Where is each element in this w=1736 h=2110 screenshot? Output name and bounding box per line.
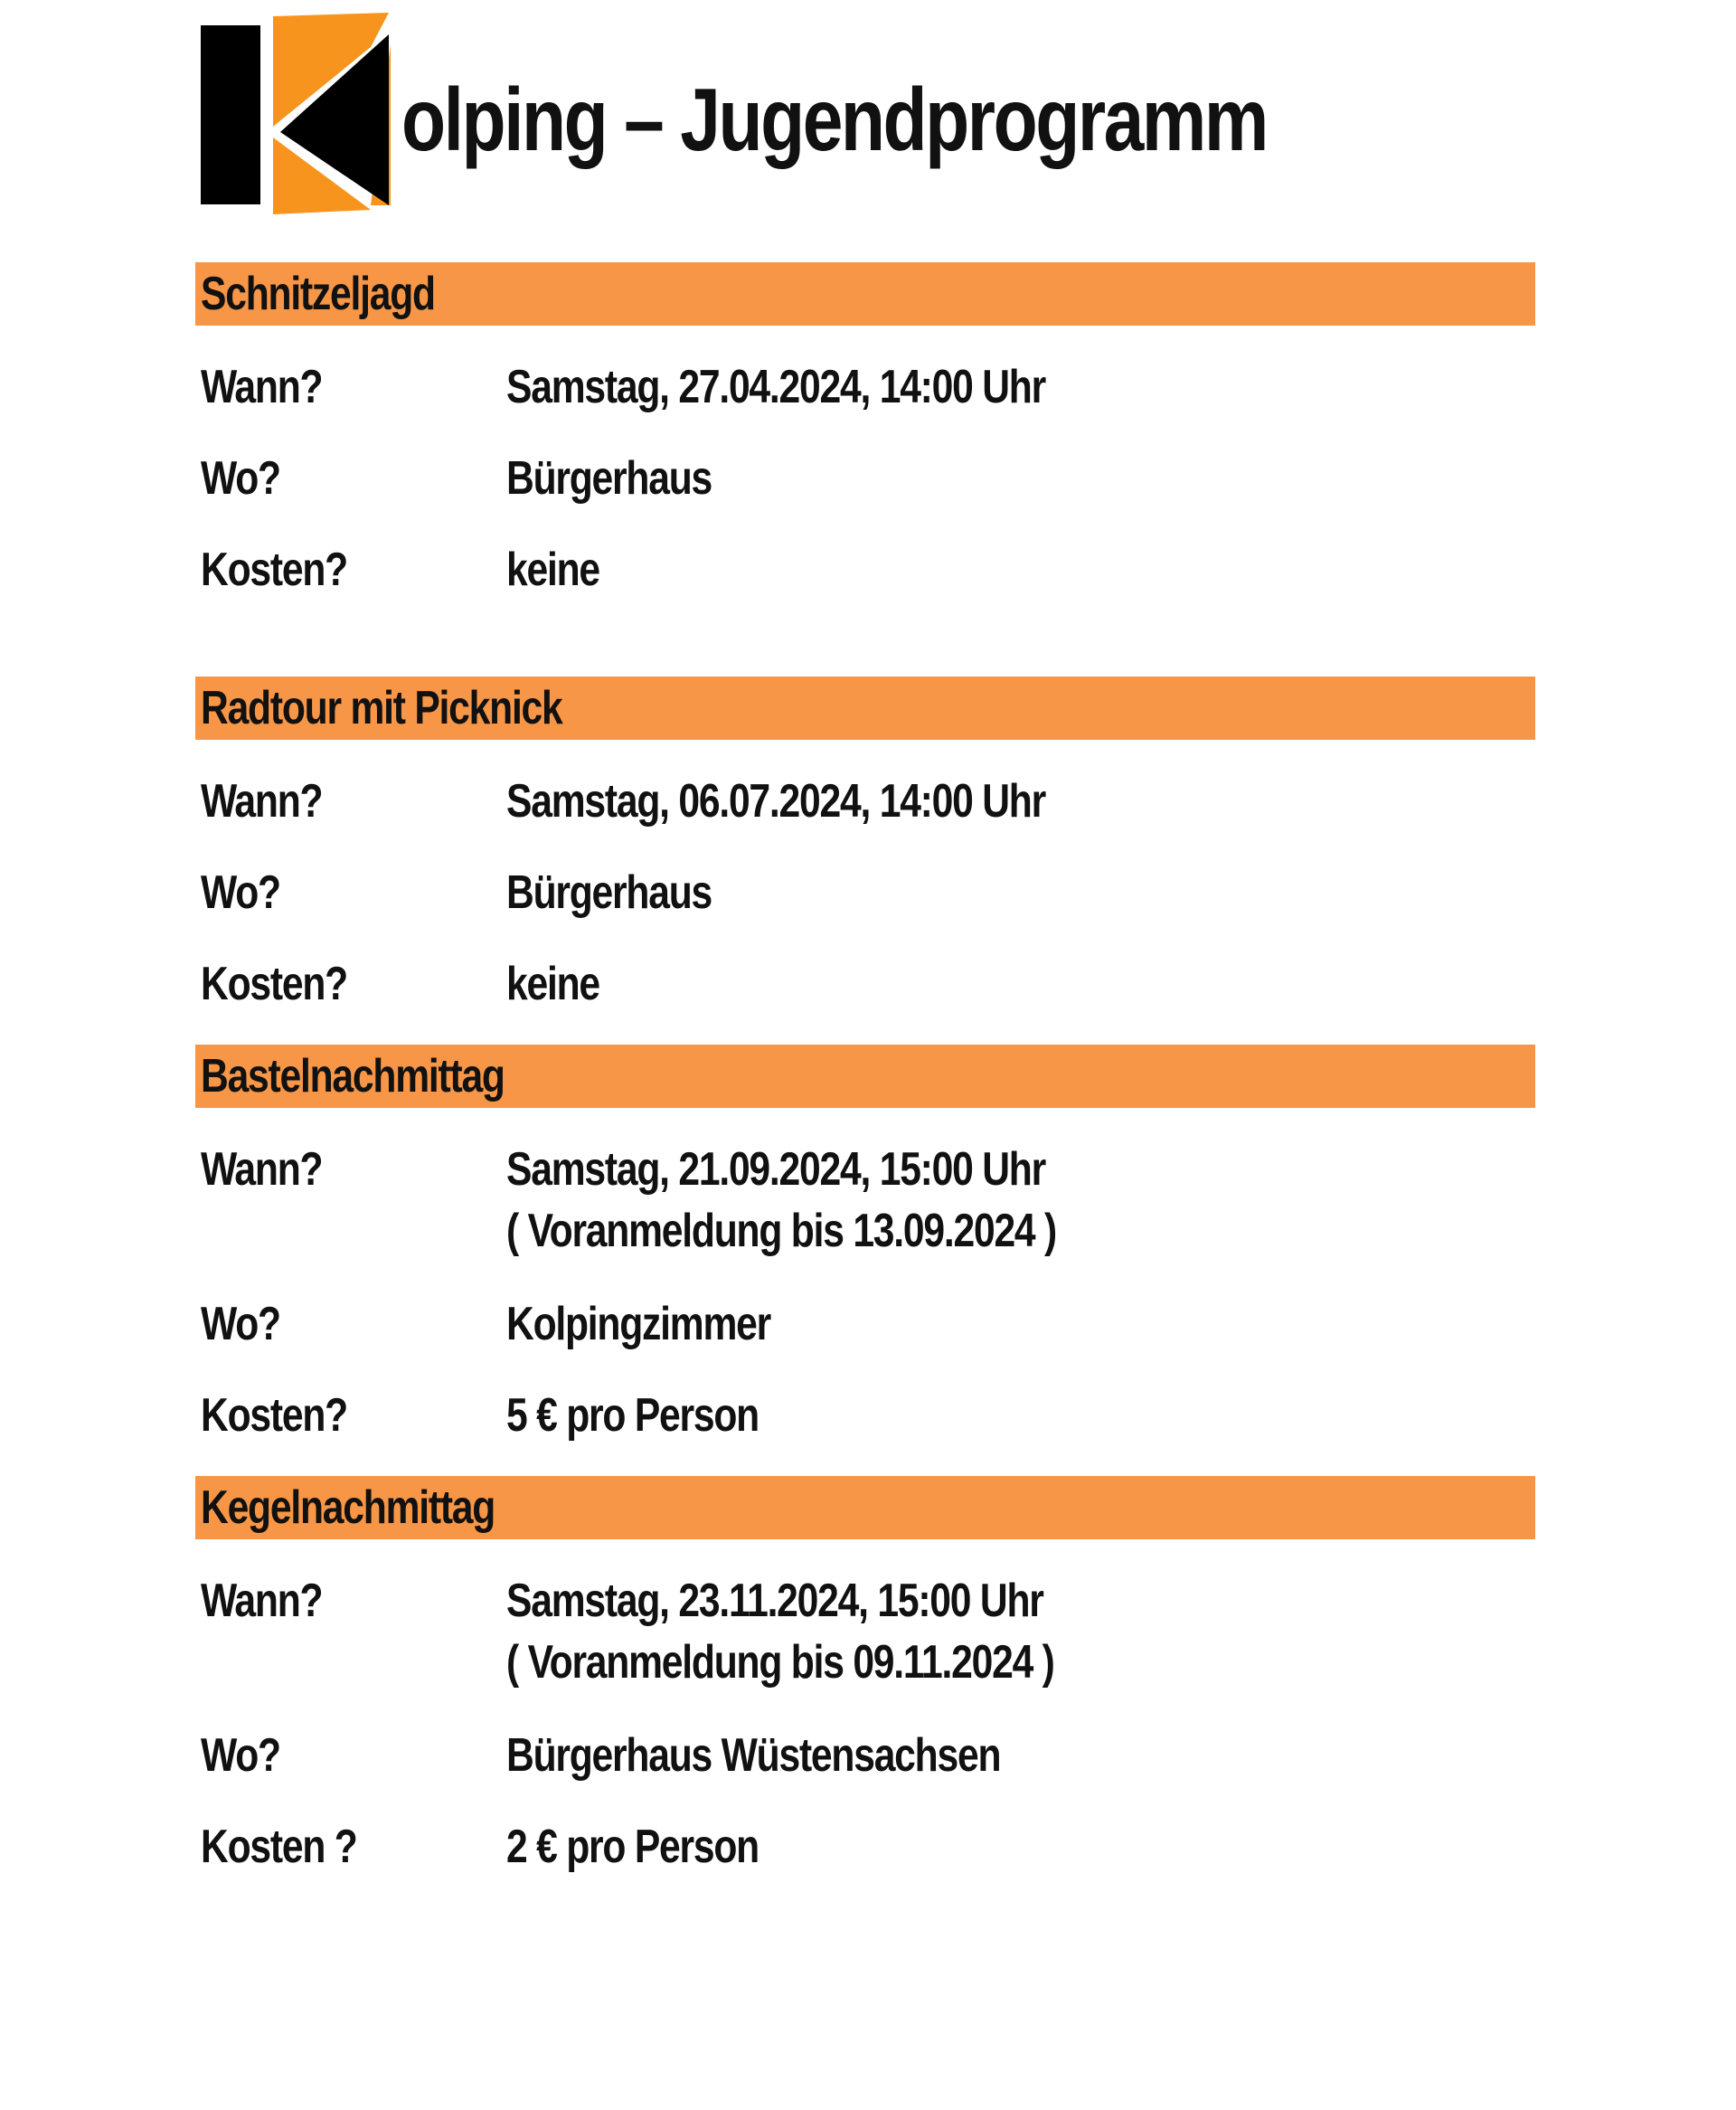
event-header-bar xyxy=(195,262,1535,326)
event-section xyxy=(195,1045,1535,1476)
registration-note: ( Voranmeldung bis 13.09.2024 ) xyxy=(506,1205,1057,1257)
cost-label: Kosten? xyxy=(201,958,347,1010)
event-header-bar xyxy=(195,1045,1535,1108)
when-label: Wann? xyxy=(201,1143,323,1196)
when-label: Wann? xyxy=(201,361,323,413)
event-cost-row xyxy=(195,539,1535,630)
cost-value: 5 € pro Person xyxy=(506,1389,759,1442)
where-value: Bürgerhaus xyxy=(506,866,712,919)
event-title: Schnitzeljagd xyxy=(201,268,435,320)
where-value: Kolpingzimmer xyxy=(506,1298,770,1350)
event-where-row xyxy=(195,1725,1535,1816)
cost-label: Kosten ? xyxy=(201,1821,357,1873)
page-title: olping – Jugendprogramm xyxy=(401,70,1267,169)
where-label: Wo? xyxy=(201,452,280,505)
where-label: Wo? xyxy=(201,1729,280,1782)
when-value xyxy=(506,1570,1054,1693)
cost-label: Kosten? xyxy=(201,1389,347,1442)
event-when-row xyxy=(195,1570,1535,1725)
when-value: Samstag, 27.04.2024, 14:00 Uhr xyxy=(506,361,1045,413)
event-when-row xyxy=(195,1139,1535,1293)
event-when-row xyxy=(195,771,1535,862)
event-header-bar xyxy=(195,677,1535,740)
header xyxy=(199,11,1555,214)
cost-value: keine xyxy=(506,544,599,596)
event-where-row xyxy=(195,448,1535,539)
event-section xyxy=(195,677,1535,1045)
cost-value: 2 € pro Person xyxy=(506,1821,759,1873)
where-label: Wo? xyxy=(201,1298,280,1350)
when-value xyxy=(506,1139,1056,1262)
event-cost-row xyxy=(195,1816,1535,1907)
when-value: Samstag, 06.07.2024, 14:00 Uhr xyxy=(506,775,1045,828)
where-value: Bürgerhaus Wüstensachsen xyxy=(506,1729,1001,1782)
cost-label: Kosten? xyxy=(201,544,347,596)
cost-value: keine xyxy=(506,958,599,1010)
event-when-row xyxy=(195,356,1535,448)
where-label: Wo? xyxy=(201,866,280,919)
when-date: Samstag, 21.09.2024, 15:00 Uhr xyxy=(506,1143,1045,1196)
event-where-row xyxy=(195,1293,1535,1385)
event-section xyxy=(195,262,1535,630)
event-header-bar xyxy=(195,1476,1535,1539)
where-value: Bürgerhaus xyxy=(506,452,712,505)
event-title: Kegelnachmittag xyxy=(201,1481,495,1534)
when-label: Wann? xyxy=(201,1575,323,1627)
registration-note: ( Voranmeldung bis 09.11.2024 ) xyxy=(506,1636,1054,1689)
when-date: Samstag, 23.11.2024, 15:00 Uhr xyxy=(506,1575,1043,1627)
when-label: Wann? xyxy=(201,775,323,828)
event-section xyxy=(195,1476,1535,1907)
event-cost-row xyxy=(195,953,1535,1045)
event-cost-row xyxy=(195,1385,1535,1476)
event-title: Bastelnachmittag xyxy=(201,1050,505,1102)
event-title: Radtour mit Picknick xyxy=(201,682,562,734)
kolping-logo xyxy=(199,11,393,214)
event-where-row xyxy=(195,862,1535,953)
